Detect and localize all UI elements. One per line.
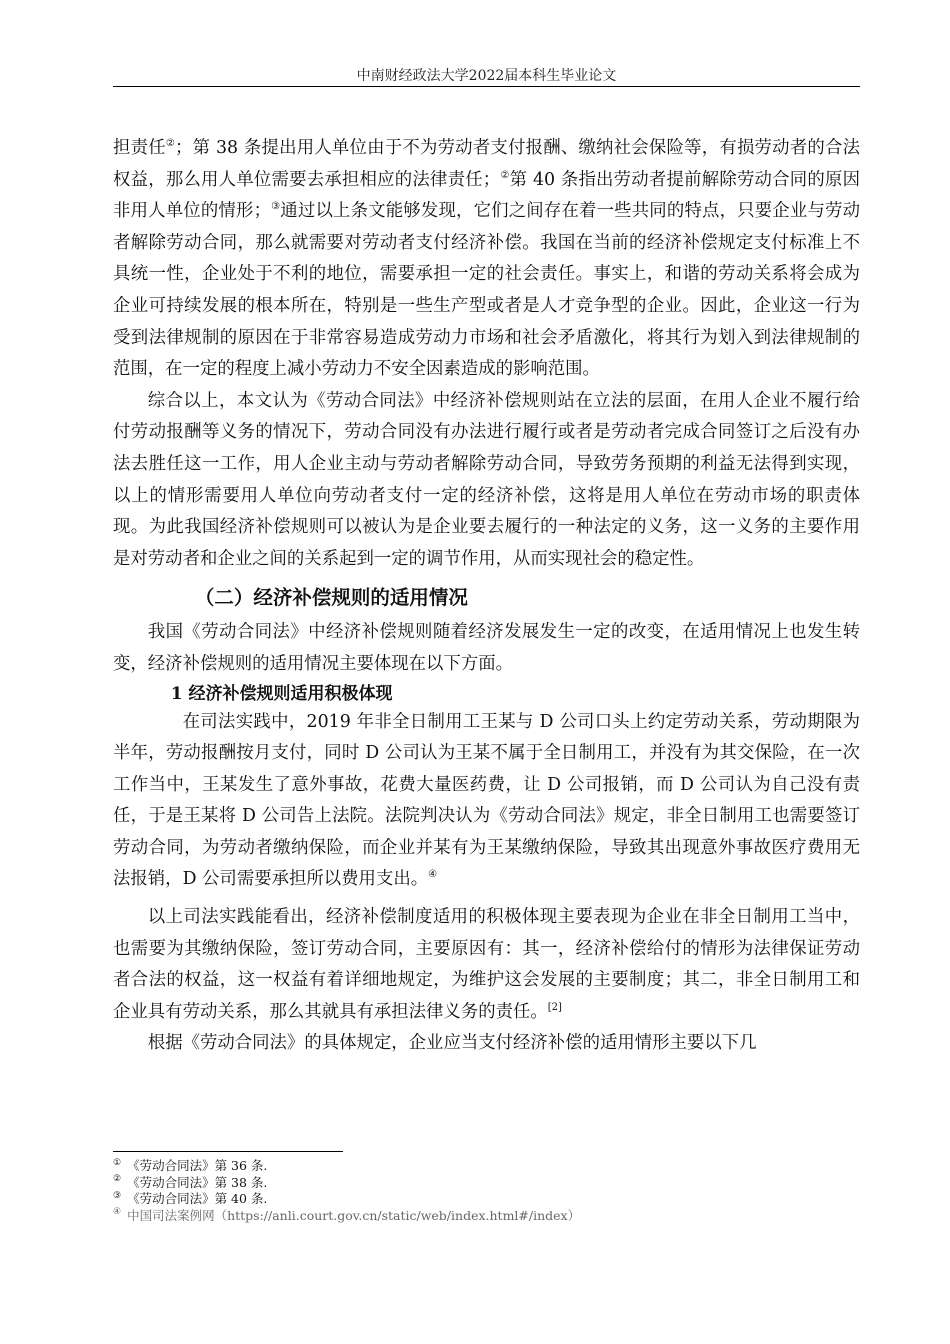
footnote-marker: ④ <box>113 1207 122 1218</box>
footnote-marker: ① <box>113 1157 122 1168</box>
footnote-marker: ③ <box>113 1190 122 1201</box>
footnote-text: 《劳动合同法》第 36 条. <box>127 1158 268 1173</box>
footnote-mark-2: ② <box>165 138 176 150</box>
footnote-mark-4: ④ <box>428 869 438 881</box>
footnote-link-text: 中国司法案例网（https://anli.court.gov.cn/static/web/index.html#/index） <box>127 1207 581 1223</box>
footnote-item <box>113 1208 860 1225</box>
footnote-item <box>113 1158 860 1175</box>
paragraph-1 <box>113 133 860 386</box>
paragraph-4 <box>113 707 860 897</box>
footnote-item <box>113 1191 860 1208</box>
footnotes <box>113 1158 860 1224</box>
p5-text: 以上司法实践能看出，经济补偿制度适用的积极体现主要表现为企业在非全日制用工当中，也需要为其缴纳保险，签订劳动合同，主要原因有：其一，经济补偿给付的情形为法律保证劳动者合法的权益，这一权益有着详细地规定，为维护这会发展的主要制度；其二，非全日制用工和企业具有劳动关系，那么其就具有承担法律义务的责任。 <box>113 907 860 1022</box>
citation-ref: [2] <box>547 1002 562 1014</box>
footnote-mark-3: ③ <box>270 201 281 213</box>
subsection-title: 1 经济补偿规则适用积极体现 <box>170 683 393 704</box>
p1-text-2: ；第 38 条提出用人单位由于不为劳动者支付报酬、缴纳社会保险等，有损劳动者的合法权益，那么用人单位需要去承担相应的法律责任； <box>113 138 860 190</box>
footnote-text: 《劳动合同法》第 40 条. <box>127 1191 268 1206</box>
footnote-mark-2b: ② <box>500 169 510 181</box>
p1-text-3: 第 40 条指出劳动者提前解除劳动合同的原因非用人单位的情形； <box>113 169 860 222</box>
footnote-marker: ② <box>113 1174 122 1185</box>
body-text <box>113 133 860 1060</box>
p1-text-4: 通过以上条文能够发现，它们之间存在着一些共同的特点，只要企业与劳动者解除劳动合同，那么就需要对劳动者支付经济补偿。我国在当前的经济补偿规定支付标准上不具统一性，企业处于不利的地位，需要承担一定的社会责任。事实上，和谐的劳动关系将会成为企业可持续发展的根本所在，特别是一些生产型或者是人才竞争型的企业。因此，企业这一行为受到法律规制的原因在于非常容易造成劳动力市场和社会矛盾激化，将其行为划入到法律规制的范围，在一定的程度上减小劳动力不安全因素造成的影响范围。 <box>113 201 860 380</box>
page-header: 中南财经政法大学2022届本科生毕业论文 <box>356 68 617 84</box>
footnote-text: 《劳动合同法》第 38 条. <box>127 1174 268 1190</box>
p1-text-1: 担责任 <box>113 138 166 158</box>
section-title: （二）经济补偿规则的适用情况 <box>194 586 468 610</box>
paragraph-3: 我国《劳动合同法》中经济补偿规则随着经济发展发生一定的改变，在适用情况上也发生转变，经济补偿规则的适用情况主要体现在以下方面。 <box>113 622 860 674</box>
footnote-rule <box>113 1151 343 1152</box>
paragraph-6: 根据《劳动合同法》的具体规定，企业应当支付经济补偿的适用情形主要以下几 <box>147 1033 757 1054</box>
paragraph-2: 综合以上，本文认为《劳动合同法》中经济补偿规则站在立法的层面，在用人企业不履行给付劳动报酬等义务的情况下，劳动合同没有办法进行履行或者是劳动者完成合同签订之后没有办法去胜任这一工作，用人企业主动与劳动者解除劳动合同，导致劳务预期的利益无法得到实现，以上的情形需要用人单位向劳动者支付一定的经济补偿，这将是用人单位在劳动市场的职责体现。为此我国经济补偿规则可以被认为是企业要去履行的一种法定的义务，这一义务的主要作用是对劳动者和企业之间的关系起到一定的调节作用，从而实现社会的稳定性。 <box>113 390 860 569</box>
footnote-item <box>113 1175 860 1192</box>
p4-text: 在司法实践中，2019 年非全日制用工王某与 D 公司口头上约定劳动关系，劳动期限为半年，劳动报酬按月支付，同时 D 公司认为王某不属于全日制用工，并没有为其交保险，在一次工作当中，王某发生了意外事故，花费大量医药费，让 D 公司报销，而 D 公司认为自己没有责任，于是王某将 D 公司告上法院。法院判决认为《劳动合同法》规定，非全日制用工也需要签订劳动合同，为劳动者缴纳保险，而企业并某有为王某缴纳保险，导致其出现意外事故医疗费用无法报销，D 公司需要承担所以费用支出。 <box>113 711 860 890</box>
paragraph-5 <box>113 902 860 1028</box>
header-rule <box>113 86 860 87</box>
